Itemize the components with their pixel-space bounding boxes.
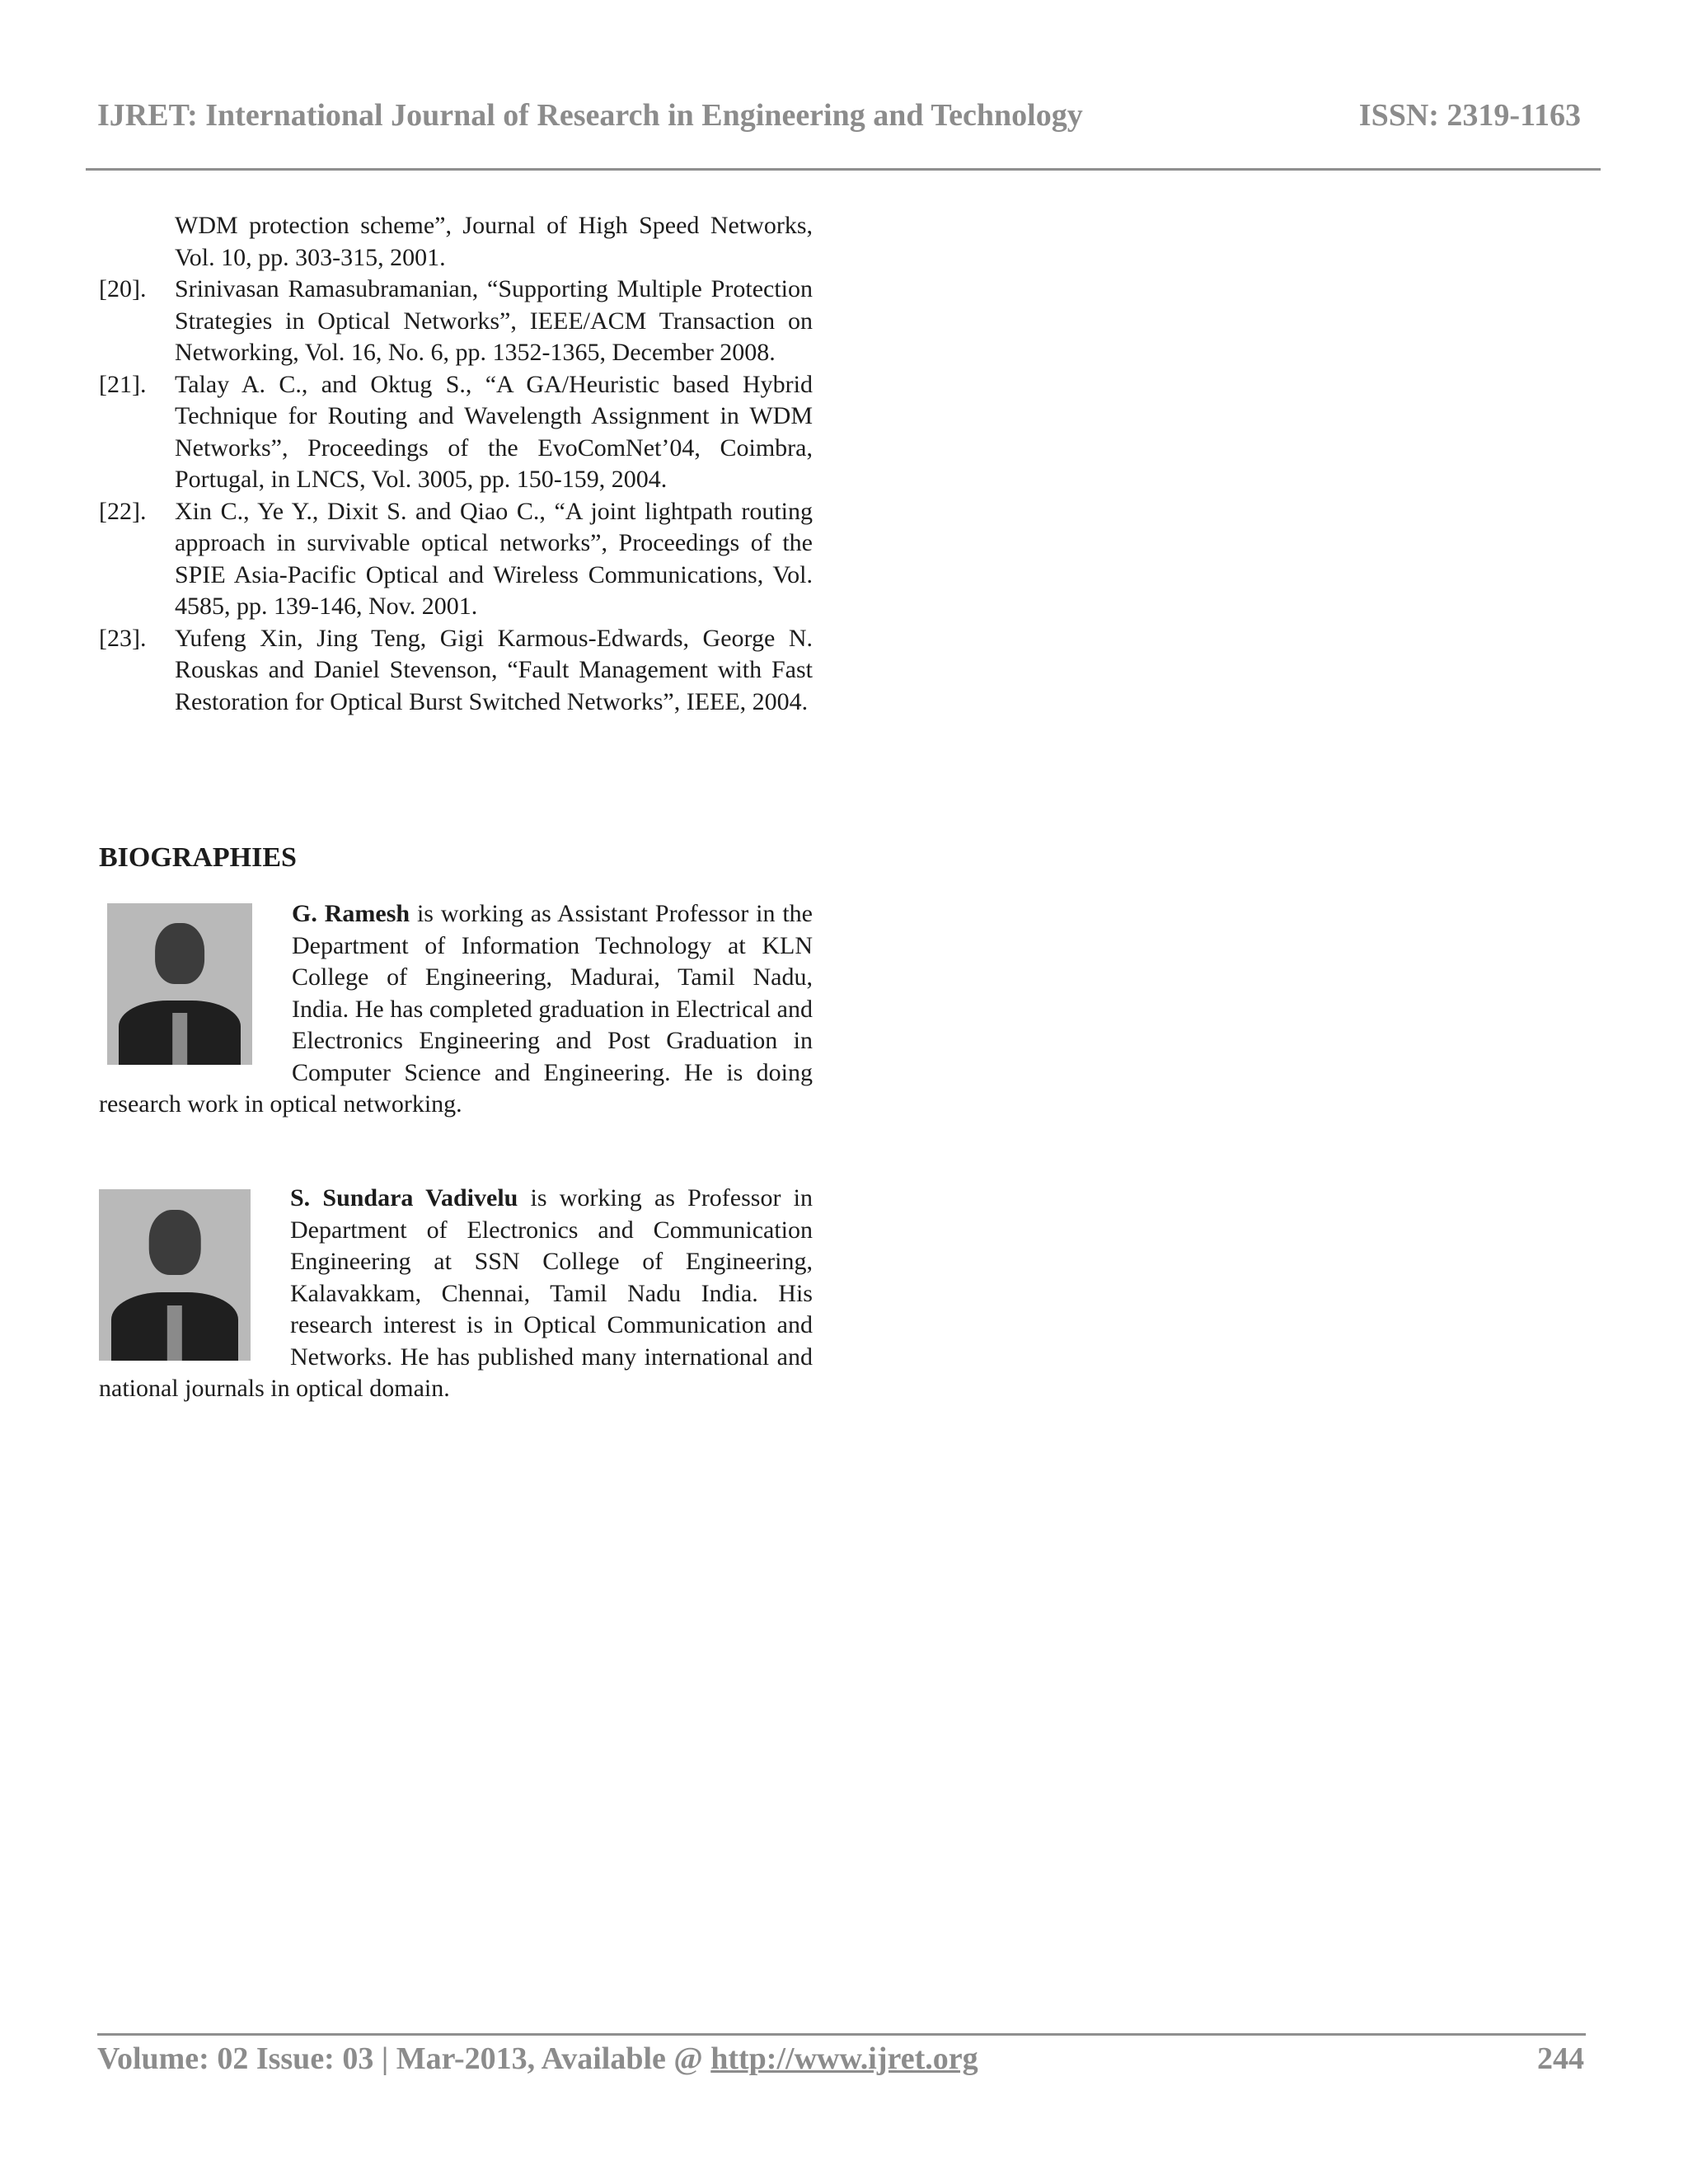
photo-tie (172, 1013, 187, 1065)
reference-item (99, 623, 813, 719)
running-footer (97, 2041, 1586, 2077)
page-number: 244 (1537, 2041, 1584, 2076)
reference-number: [21]. (99, 370, 147, 398)
reference-text: Xin C., Ye Y., Dixit S. and Qiao C., “A joint lightpath routing approach in survivable optical networks”, Proceedings of the SPIE Asia-Pacific Optical and Wireless Communications, Vol. 4585, pp. 139-146, Nov. 2001. (175, 497, 813, 620)
journal-link[interactable]: http://www.ijret.org (710, 2041, 978, 2076)
reference-number: [20]. (99, 275, 147, 302)
photo-head (149, 1210, 201, 1275)
running-header (97, 97, 1581, 134)
issn: ISSN: 2319-1163 (1358, 98, 1581, 133)
journal-title: IJRET: International Journal of Research in Engineering and Technology (97, 98, 1083, 133)
reference-item (99, 369, 813, 496)
reference-text: Yufeng Xin, Jing Teng, Gigi Karmous-Edwards, George N. Rouskas and Daniel Stevenson, “Fault Management with Fast Restoration for Optical Burst Switched Networks”, IEEE, 2004. (175, 624, 813, 715)
author-name: G. Ramesh (292, 900, 410, 927)
reference-text: Talay A. C., and Oktug S., “A GA/Heuristic based Hybrid Technique for Routing and Wavelength Assignment in WDM Networks”, Proceedings of the EvoComNet’04, Coimbra, Portugal, in LNCS, Vol. 3005, pp. 150-159, 2004. (175, 370, 813, 493)
reference-number: [23]. (99, 624, 147, 652)
reference-item (99, 274, 813, 369)
photo-head (155, 923, 204, 984)
reference-text: WDM protection scheme”, Journal of High Speed Networks, Vol. 10, pp. 303-315, 2001. (175, 212, 813, 271)
reference-list (99, 210, 813, 718)
section-heading: BIOGRAPHIES (99, 842, 297, 873)
reference-item (99, 496, 813, 623)
header-divider (86, 168, 1601, 171)
volume-info: Volume: 02 Issue: 03 | Mar-2013, Available @ (97, 2041, 711, 2076)
biography-vadivelu (99, 1183, 813, 1405)
reference-text: Srinivasan Ramasubramanian, “Supporting Multiple Protection Strategies in Optical Networks”, IEEE/ACM Transaction on Networking, Vol. 16, No. 6, pp. 1352-1365, December 2008. (175, 275, 813, 366)
biography-text: is working as Professor in Department of Electronics and Communication Engineering at SSN College of Engineering, Kalavakkam, Chennai, Tamil Nadu India. His research interest is in Optical Communication and Networks. He has published many international and national journals in optical domain. (99, 1184, 813, 1402)
biography-text: is working as Assistant Professor in the Department of Information Technology at KLN College of Engineering, Madurai, Tamil Nadu, India. He has completed graduation in Electrical and Electronics Engineering and Post Graduation in Computer Science and Engineering. He is doing research work in optical networking. (99, 900, 813, 1118)
reference-number: [22]. (99, 497, 147, 525)
author-photo (107, 903, 252, 1065)
photo-tie (167, 1305, 182, 1361)
author-photo (99, 1189, 251, 1361)
author-name: S. Sundara Vadivelu (290, 1184, 518, 1212)
footer-divider (97, 2033, 1586, 2036)
reference-continuation (99, 210, 813, 274)
biography-ramesh (99, 898, 813, 1121)
